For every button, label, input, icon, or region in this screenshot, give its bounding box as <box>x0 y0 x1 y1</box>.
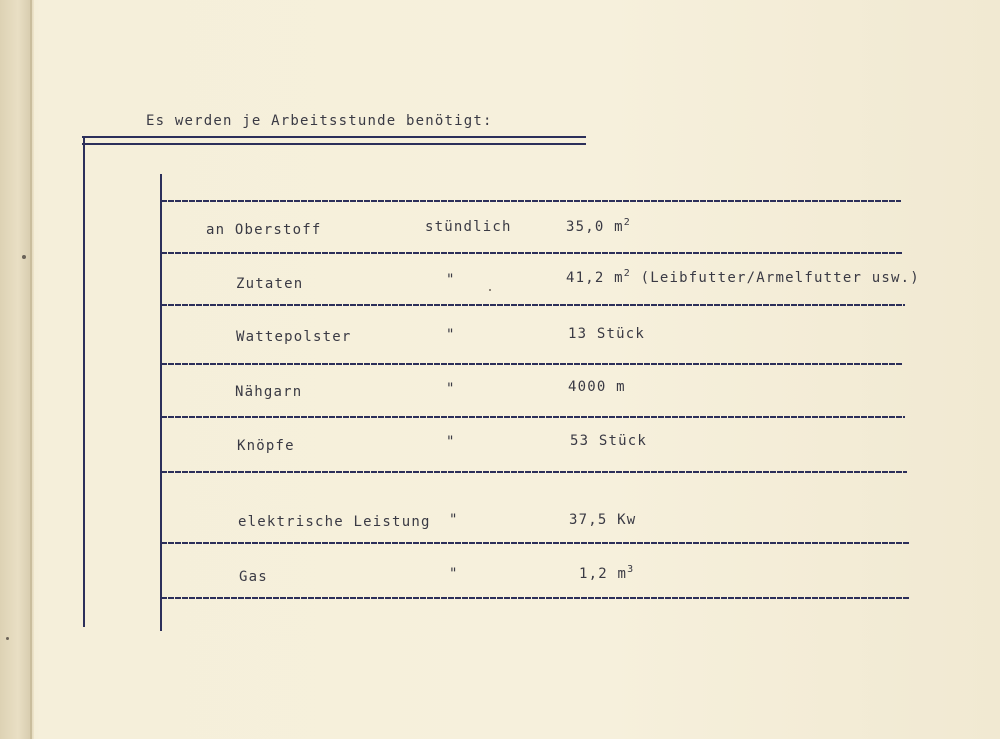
ditto-mark: " <box>449 512 459 528</box>
amount-value: 35,0 $m^2$ <box>566 217 632 235</box>
amount-note: (Leibfutter/Armelfutter usw.) <box>640 270 920 286</box>
page-fold <box>30 0 32 739</box>
binding-gutter <box>0 0 34 739</box>
ditto-mark: " <box>446 272 456 288</box>
item-label: Zutaten <box>236 276 304 292</box>
table-rule <box>161 542 909 544</box>
item-label: an Oberstoff <box>206 222 322 238</box>
heading-rule-bottom <box>82 143 586 145</box>
heading-rule-top <box>82 136 586 138</box>
ink-speck <box>22 255 26 259</box>
outer-vertical-rule <box>83 137 85 627</box>
amount-value: 37,5 Kw <box>569 512 637 528</box>
amount-value: 13 Stück <box>568 326 646 342</box>
amount-value: 53 Stück <box>570 433 648 449</box>
ditto-mark: " <box>449 566 459 582</box>
table-vertical-rule <box>160 174 162 631</box>
item-label: elektrische Leistung <box>238 514 431 530</box>
ink-speck <box>489 289 491 291</box>
amount-value: 4000 m <box>568 379 626 395</box>
table-rule <box>161 304 905 306</box>
ink-speck <box>6 637 9 640</box>
amount-value: 1,2 $m^3$ <box>579 564 635 582</box>
table-rule <box>161 363 903 365</box>
table-rule <box>161 200 901 202</box>
amount-value: 41,2 $m^2$ (Leibfutter/Armelfutter usw.) <box>566 268 920 286</box>
item-label: Nähgarn <box>235 384 303 400</box>
ditto-mark: " <box>446 381 456 397</box>
table-rule <box>161 252 903 254</box>
table-rule <box>161 471 907 473</box>
frequency-label: stündlich <box>425 219 512 235</box>
ditto-mark: " <box>446 434 456 450</box>
item-label: Knöpfe <box>237 438 295 454</box>
item-label: Wattepolster <box>236 329 352 345</box>
table-rule <box>161 416 905 418</box>
table-rule <box>161 597 909 599</box>
document-heading: Es werden je Arbeitsstunde benötigt: <box>146 113 493 129</box>
item-label: Gas <box>239 569 268 585</box>
ditto-mark: " <box>446 327 456 343</box>
